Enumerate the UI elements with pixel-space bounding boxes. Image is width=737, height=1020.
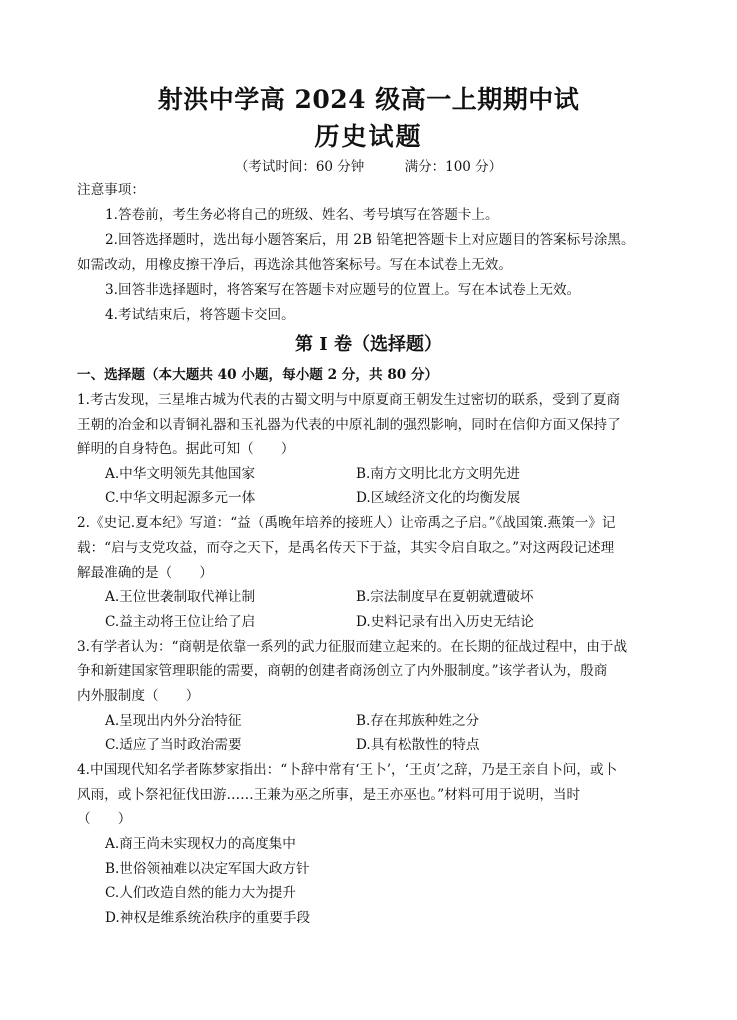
option-b[interactable]: B.宗法制度早在夏朝就遭破坏 <box>356 589 534 605</box>
option-c[interactable]: C.适应了当时政治需要 <box>105 737 242 753</box>
question-text: 4.中国现代知名学者陈梦家指出：“卜辞中常有‘王卜’，‘王贞’之辞，乃是王亲自卜问，或卜 <box>77 762 618 778</box>
question-text: 3.有学者认为：“商朝是依靠一系列的武力征服而建立起来的。在长期的征战过程中，由于战 <box>77 639 628 655</box>
question-text: 内外服制度（ ） <box>77 688 200 704</box>
exam-title: 射洪中学高 2024 级高一上期期中试 <box>157 85 580 114</box>
note-item: 4.考试结束后，将答题卡交回。 <box>105 307 295 323</box>
option-d[interactable]: D.具有松散性的特点 <box>356 737 480 753</box>
option-c[interactable]: C.人们改造自然的能力大为提升 <box>105 885 296 901</box>
option-d[interactable]: D.史料记录有出入历史无结论 <box>356 614 534 630</box>
note-item: 2.回答选择题时，选出每小题答案后，用 2B 铅笔把答题卡上对应题目的答案标号涂黑。 <box>105 232 635 248</box>
option-d[interactable]: D.神权是维系统治秩序的重要手段 <box>105 910 311 926</box>
question-text: （ ） <box>77 811 132 827</box>
part-heading: 一、选择题（本大题共 40 小题，每小题 2 分，共 80 分） <box>77 367 439 383</box>
exam-score: 满分：100 分） <box>404 159 503 175</box>
option-c[interactable]: C.益主动将王位让给了启 <box>105 614 256 630</box>
exam-subject: 历史试题 <box>314 122 423 151</box>
option-a[interactable]: A.呈现出内外分治特征 <box>105 713 242 729</box>
exam-info <box>0 155 737 175</box>
question-text: 解最准确的是（ ） <box>77 565 213 581</box>
option-b[interactable]: B.存在邦族种姓之分 <box>356 713 480 729</box>
note-item: 3.回答非选择题时，将答案写在答题卡对应题号的位置上。写在本试卷上无效。 <box>105 282 581 298</box>
question-text: 载：“启与支党攻益，而夺之天下，是禹名传天下于益，其实令启自取之。”对这两段记述理 <box>77 540 615 556</box>
question-text: 鲜明的自身特色。据此可知（ ） <box>77 441 295 457</box>
option-a[interactable]: A.王位世袭制取代禅让制 <box>105 589 256 605</box>
option-b[interactable]: B.南方文明比北方文明先进 <box>356 466 520 482</box>
option-a[interactable]: A.中华文明领先其他国家 <box>105 466 256 482</box>
note-item: 如需改动，用橡皮擦干净后，再选涂其他答案标号。写在本试卷上无效。 <box>77 257 512 273</box>
note-item: 1.答卷前，考生务必将自己的班级、姓名、考号填写在答题卡上。 <box>105 207 499 223</box>
question-text: 争和新建国家管理职能的需要，商朝的创建者商汤创立了内外服制度。”该学者认为，殷商 <box>77 663 608 679</box>
option-a[interactable]: A.商王尚未实现权力的高度集中 <box>105 836 296 852</box>
option-b[interactable]: B.世俗领袖难以决定军国大政方针 <box>105 861 310 877</box>
option-d[interactable]: D.区域经济文化的均衡发展 <box>356 490 521 506</box>
question-text: 2.《史记.夏本纪》写道：“益（禹晚年培养的接班人）让帝禹之子启。”《战国策.燕策一》记 <box>77 515 616 531</box>
exam-time: （考试时间：60 分钟 <box>234 159 365 175</box>
question-text: 风雨，或卜祭祀征伐田游……王兼为巫之所事，是王亦巫也。”材料可用于说明，当时 <box>77 787 581 803</box>
section-title: 第 I 卷（选择题） <box>295 334 442 355</box>
question-text: 1.考古发现，三星堆古城为代表的古蜀文明与中原夏商王朝发生过密切的联系，受到了夏商 <box>77 392 621 408</box>
notes-heading: 注意事项： <box>77 182 145 198</box>
option-c[interactable]: C.中华文明起源多元一体 <box>105 490 256 506</box>
question-text: 王朝的冶金和以青铜礼器和玉礼器为代表的中原礼制的强烈影响，同时在信仰方面又保持了 <box>77 417 621 433</box>
